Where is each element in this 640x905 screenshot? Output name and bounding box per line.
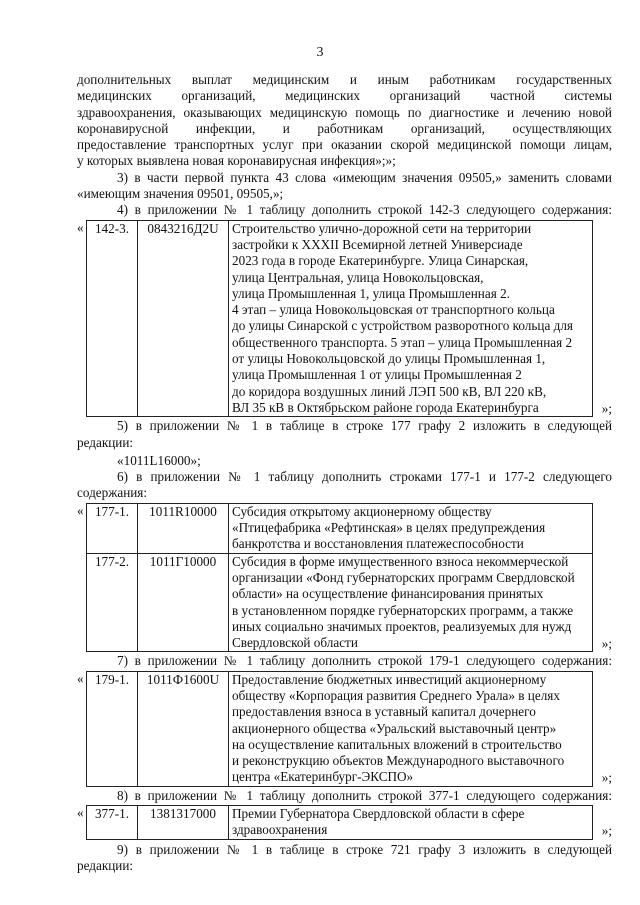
item-5-line: 5) в приложении № 1 в таблице в строке 177 графу 2 изложить в следующей [117,418,612,434]
table-row [87,220,593,417]
item-5-line: редакции: [77,434,134,450]
intro-line: у которых выявлена новая коронавирусная инфекция»;»; [77,153,396,169]
row-description: Строительство улично-дорожной сети на территории застройки к XXXII Всемирной летней Универсиаде 2023 года в городе Екатеринбурге. Улица Синарская, улица Центральная, улица Новокольцовская, улица Промышленная 1, улица Промышленная 2. 4 этап – улица Новокольцовская от транспортного кольца до улицы Синарской с устройством разворотного кольца для общественного транспорта. 5 этап – улица Промышленная 2 от улицы Новокольцовской до улицы Промышленная 1, улица Промышленная 1 от улицы Промышленная 2 до коридора воздушных линий ЛЭП 500 кВ, ВЛ 220 кВ, ВЛ 35 кВ в Октябрьском районе города Екатеринбурга [229,220,593,417]
quote-open: « [77,805,84,821]
row-code: 1011R10000 [138,503,229,553]
item-4: 4) в приложении № 1 таблицу дополнить строкой 142-3 следующего содержания: [117,202,612,218]
item-9 [77,842,612,875]
table-377-1 [77,805,612,840]
page-number: 3 [316,45,324,60]
row-description: Субсидия в форме имущественного взноса некоммерческой организации «Фонд губернаторских программ Свердловской области» на осуществление финансирования принятых в установленном порядке губернаторских программ, а также иных социально значимых проектов, реализуемых для нужд Свердловской области [229,553,593,652]
row-number: 177-2. [87,553,138,652]
quote-open: « [77,219,84,235]
row-description: Премии Губернатора Свердловской области в сфере здравоохранения [229,806,593,840]
intro-line: дополнительных выплат медицинским и иным работникам государственных [77,72,612,87]
item-7: 7) в приложении № 1 таблицу дополнить строкой 179-1 следующего содержания: [117,653,612,669]
row-number: 142-3. [87,220,138,417]
item-3-line: 3) в части первой пункта 43 слова «имеющим значения 09505,» заменить словами [117,169,612,185]
document-body [77,72,612,874]
item-3 [77,170,612,203]
table-row [87,503,593,553]
quote-close: »; [601,636,612,652]
row-code: 1011Ф1600U [138,671,229,786]
table-row [87,806,593,840]
intro-paragraph [77,72,612,170]
intro-line: здравоохранения, оказывающих медицинскую помощь по диагностике и лечению новой [77,104,612,120]
row-number: 179-1. [87,671,138,786]
quote-close: »; [601,770,612,786]
table-179-1 [77,671,612,787]
intro-line: медицинских организаций, медицинских организаций частной системы [77,88,612,104]
row-code: 1011Г10000 [138,553,229,652]
quote-open: « [77,670,84,686]
item-6-line: 6) в приложении № 1 таблицу дополнить строками 177-1 и 177-2 следующего [117,469,612,485]
item-8: 8) в приложении № 1 таблицу дополнить строкой 377-1 следующего содержания: [117,787,612,803]
item-6 [77,469,612,502]
row-description: Предоставление бюджетных инвестиций акционерному обществу «Корпорация развития Среднего Урала» в целях предоставления взноса в уставный капитал дочернего акционерного общества «Уральский выставочный центр» на осуществление капитальных вложений в строительство и реконструкцию объектов Международного выставочного центра «Екатеринбург-ЭКСПО» [229,671,593,786]
quote-open: « [77,502,84,518]
table-row [87,553,593,652]
row-description: Субсидия открытому акционерному обществу «Птицефабрика «Рефтинская» в целях предупреждения банкротства и восстановления платежеспособности [229,503,593,553]
table-177 [77,503,612,653]
table-142-3 [77,220,612,418]
row-number: 177-1. [87,503,138,553]
item-9-line: 9) в приложении № 1 в таблице в строке 721 графу 3 изложить в следующей [117,841,612,857]
item-5-value: «1011L16000»; [117,452,201,468]
item-6-line: содержания: [77,485,148,501]
row-code: 0843216Д2U [138,220,229,417]
item-5 [77,418,612,469]
quote-close: »; [601,400,612,416]
row-code: 1381317000 [138,806,229,840]
quote-close: »; [601,823,612,839]
table-row [87,671,593,786]
row-number: 377-1. [87,806,138,840]
item-3-line: «имеющим значения 09501, 09505,»; [77,186,284,202]
intro-line: коронавирусной инфекции, и работникам организаций, осуществляющих [77,120,612,136]
item-9-line: редакции: [77,857,134,873]
intro-line: предоставление транспортных услуг при оказании скорой медицинской помощи лицам, [77,137,612,153]
